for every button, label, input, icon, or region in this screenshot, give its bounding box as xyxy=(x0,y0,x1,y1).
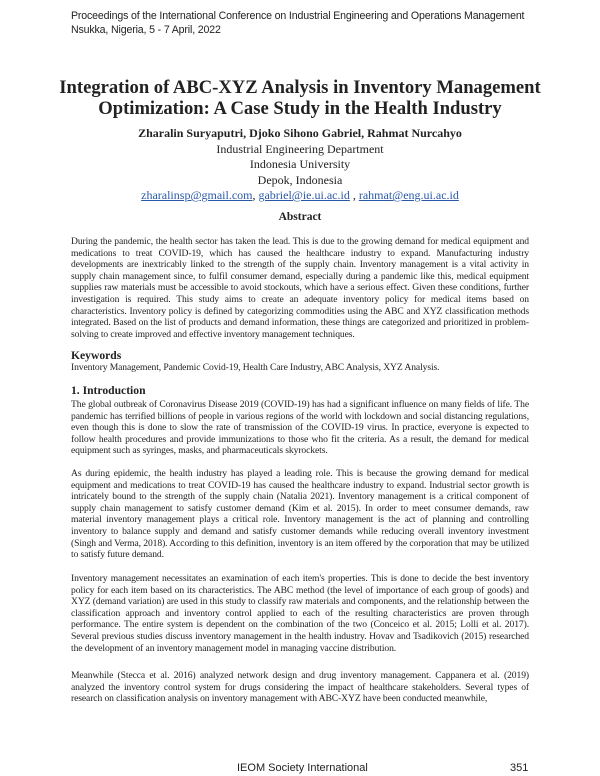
page-number: 351 xyxy=(510,762,529,774)
abstract-text: During the pandemic, the health sector has taken the lead. This is due to the growing demand for medical equipment and medications to treat COVID-19, which has caused the healthcare industry to expand. Manufacturing industry developments are inextricably linked to the strength of the supply chain. Inventory management is a vital activity in supply chain management since, to fulfil consumer demand, especially during a pandemic like this, medical equipment supplies raw materials must be accessible to avoid stockouts, which have a serious effect. Given these conditions, further investigation is required. This study aims to create an adequate inventory policy for medical items based on characteristics. Inventory policy is defined by categorizing commodities using the ABC and XYZ classification methods integrated. Based on the list of products and demand information, these things are categorized and prioritized in problem-solving to create improved and effective inventory management techniques. xyxy=(71,236,529,340)
author-block xyxy=(0,126,600,204)
email-separator: , xyxy=(252,188,259,202)
author-university: Indonesia University xyxy=(249,157,351,171)
author-emails xyxy=(0,188,600,204)
intro-paragraph-3: Inventory management necessitates an examination of each item's properties. This is done to decide the best inventory policy for each item based on its characteristics. The ABC method (the level of importance of each group of goods) and XYZ (demand variation) are used in this study to classify raw materials and components, and the relationship between the classification approach and inventory control applied to each of the resulting characteristics are proven through performance. The entire system is dependent on the combination of the two (Conceico et al. 2015; Lolli et al. 2017). Several previous studies discuss inventory management in the health industry. Hovav and Tsadikovich (2015) researched the development of an inventory management model in managing vaccine distribution. xyxy=(71,573,529,654)
email-separator: , xyxy=(349,188,359,202)
email-link-3[interactable]: rahmat@eng.ui.ac.id xyxy=(358,188,459,202)
conference-location-date: Nsukka, Nigeria, 5 - 7 April, 2022 xyxy=(71,24,221,36)
author-department: Industrial Engineering Department xyxy=(216,141,384,156)
conference-name: Proceedings of the International Conference on Industrial Engineering and Operations Management xyxy=(71,10,525,22)
footer-publisher: IEOM Society International xyxy=(237,762,368,774)
intro-paragraph-4: Meanwhile (Stecca et al. 2016) analyzed network design and drug inventory management. Cappanera et al. (2019) analyzed the inventory control system for drugs considering the impact of healthcare stakeholders. Several types of research on classification analysis on inventory management with ABC-XYZ have been conducted meanwhile, xyxy=(71,670,529,705)
email-link-2[interactable]: gabriel@ie.ui.ac.id xyxy=(258,188,350,202)
author-names: Zharalin Suryaputri, Djoko Sihono Gabriel, Rahmat Nurcahyo xyxy=(138,126,462,140)
running-header xyxy=(71,9,524,37)
intro-paragraph-1: The global outbreak of Coronavirus Disease 2019 (COVID-19) has had a significant influence on many fields of life. The pandemic has terrified billions of people in various regions of the world with lockdown and social distancing regulations, even though this is done to slow the rate of transmission of the COVID-19 virus. In practice, everyone is expected to follow health procedures and provide immunizations to those who fit the criteria. As a result, the demand for medical equipment such as syringes, masks, and pharmaceuticals skyrockets. xyxy=(71,399,529,457)
introduction-heading: 1. Introduction xyxy=(71,384,146,397)
keywords-heading: Keywords xyxy=(71,349,122,362)
email-link-1[interactable]: zharalinsp@gmail.com xyxy=(141,188,253,202)
title-line-1: Integration of ABC-XYZ Analysis in Inventory Management xyxy=(59,77,541,98)
keywords-text: Inventory Management, Pandemic Covid-19, Health Care Industry, ABC Analysis, XYZ Analysis. xyxy=(71,362,440,373)
title-line-2: Optimization: A Case Study in the Health Industry xyxy=(98,98,502,119)
author-location: Depok, Indonesia xyxy=(257,172,343,187)
intro-paragraph-2: As during epidemic, the health industry has played a leading role. This is because the growing demand for medical equipment and medications to treat COVID-19 has caused the healthcare industry to expand. Industrial sector growth is intricately bound to the strength of the supply chain (Natalia 2021). Inventory management is a critical component of supply chain management to satisfy customer demand (Kim et al. 2015). In order to meet consumer demands, raw material inventory management plays a critical role. Inventory management is the act of planning and controlling inventory to balance supply and demand and satisfy customer demands while reducing overall inventory investment (Singh and Verma, 2018). According to this definition, inventory is an item offered by the corporation that may be utilized to satisfy future demand. xyxy=(71,468,529,561)
abstract-heading: Abstract xyxy=(278,211,322,223)
paper-title xyxy=(40,77,560,119)
